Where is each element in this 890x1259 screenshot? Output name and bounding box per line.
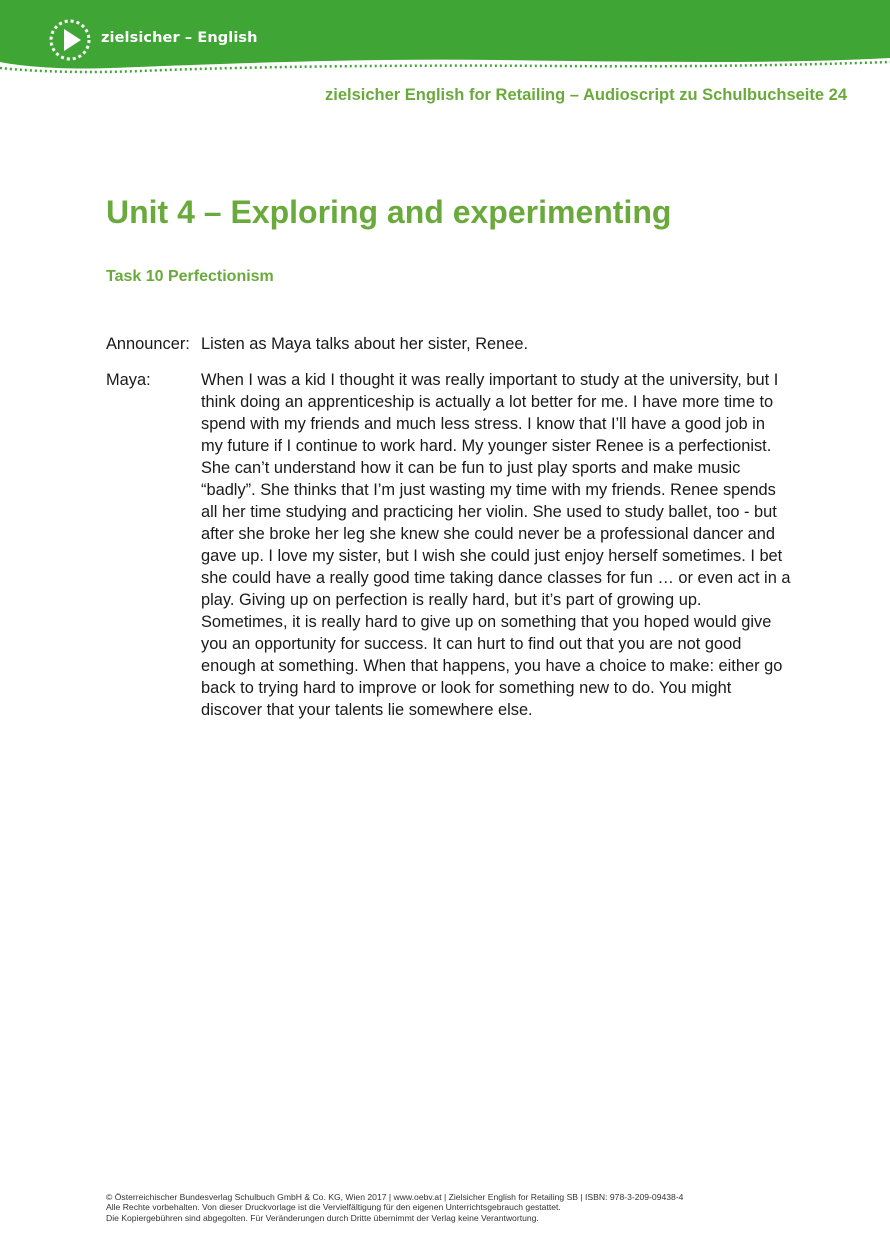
script-entry-announcer xyxy=(106,333,786,357)
speaker-line: When I was a kid I thought it was really important to study at the university, but I think doing an apprenticeship is actually a lot better for me. I have more time to spend with my friends and much less stress. I know that I’ll have a good job in my future if I continue to work hard. My younger sister Renee is a perfectionist. She can’t understand how it can be fun to just play sports and make music “badly”. She thinks that I’m just wasting my time with my friends. Renee spends all her time studying and practicing her violin. She used to study ballet, too - but after she broke her leg she knew she could never be a professional dancer and gave up. I love my sister, but I wish she could just enjoy herself sometimes. I bet she could have a really good time taking dance classes for fun … or even act in a play. Giving up on perfection is really hard, but it’s part of growing up. Sometimes, it is really hard to give up on something that you hoped would give you an opportunity for success. It can hurt to find out that you are not good enough at something. When that happens, you have a choice to make: either go back to trying hard to improve or look for something new to do. You might discover that your talents lie somewhere else. xyxy=(201,371,791,719)
task-title: Task 10 Perfectionism xyxy=(106,268,274,285)
brand-name: zielsicher – English xyxy=(101,30,258,46)
play-logo-icon xyxy=(48,18,92,62)
footer-line: Alle Rechte vorbehalten. Von dieser Druckvorlage ist die Vervielfältigung für den eigenen Unterrichtsgebrauch gestattet. xyxy=(106,1202,561,1213)
header-banner xyxy=(0,0,890,80)
copyright-footer xyxy=(106,1192,683,1223)
speaker-label: Maya: xyxy=(106,371,151,389)
speaker-line: Listen as Maya talks about her sister, Renee. xyxy=(201,335,529,353)
footer-line: Die Kopiergebühren sind abgegolten. Für Veränderungen durch Dritte übernimmt der Verlag keine Verantwortung. xyxy=(106,1212,539,1223)
footer-line: © Österreichischer Bundesverlag Schulbuch GmbH & Co. KG, Wien 2017 | www.oebv.at | Zielsicher English for Retailing SB | ISBN: 978-3-209-09438-4 xyxy=(106,1192,684,1202)
running-header: zielsicher English for Retailing – Audioscript zu Schulbuchseite 24 xyxy=(325,86,847,104)
speaker-label: Announcer: xyxy=(106,335,190,353)
unit-title: Unit 4 – Exploring and experimenting xyxy=(106,194,672,230)
script-entry-maya xyxy=(106,369,791,719)
